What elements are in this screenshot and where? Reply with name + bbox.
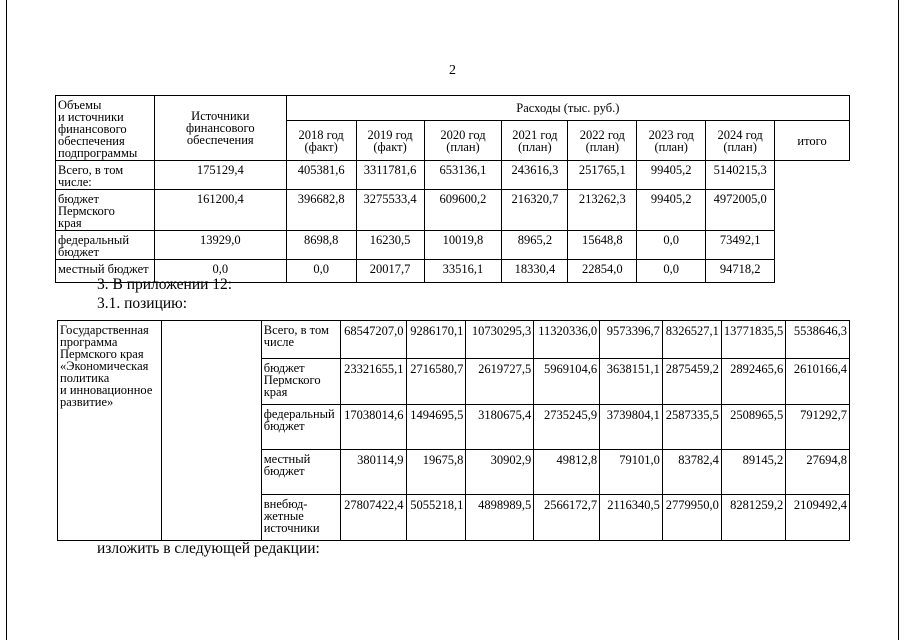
year-header: 2024 год (план) <box>706 121 775 161</box>
table-cell: 15648,8 <box>568 231 637 260</box>
row-label: бюджет Пермского края <box>261 359 340 405</box>
table-cell: 2109492,4 <box>786 495 850 541</box>
table-cell: 3638151,1 <box>600 359 663 405</box>
table-cell: 2735245,9 <box>534 405 600 450</box>
row-label: федеральный бюджет <box>56 231 155 260</box>
table-cell: 79101,0 <box>600 450 663 495</box>
paragraph-position: 3.1. позицию: <box>97 295 188 312</box>
table-cell: 405381,6 <box>286 161 356 190</box>
table-cell: 9286170,1 <box>406 321 466 359</box>
table-cell: 27807422,4 <box>340 495 406 541</box>
row-label: Всего, в том числе: <box>56 161 155 190</box>
table-cell: 2610166,4 <box>786 359 850 405</box>
table-cell: 83782,4 <box>662 450 721 495</box>
year-header: итого <box>775 121 850 161</box>
table-cell: 396682,8 <box>286 190 356 231</box>
year-header: 2023 год (план) <box>637 121 706 161</box>
table-cell: 5055218,1 <box>406 495 466 541</box>
table-cell: 791292,7 <box>786 405 850 450</box>
table-cell: 4898989,5 <box>466 495 534 541</box>
table-cell: 380114,9 <box>340 450 406 495</box>
table-cell: 243616,3 <box>502 161 568 190</box>
table-row <box>56 161 850 190</box>
table-cell: 2892465,6 <box>721 359 785 405</box>
table-cell: 0,0 <box>154 260 286 283</box>
table-cell: 2508965,5 <box>721 405 785 450</box>
program-name: Государственная программа Пермского края «Экономическая политика и инновационное развитие» <box>58 321 162 541</box>
table-cell: 1494695,5 <box>406 405 466 450</box>
table-cell: 8326527,1 <box>662 321 721 359</box>
table-cell: 20017,7 <box>356 260 424 283</box>
table-cell: 609600,2 <box>424 190 502 231</box>
page-number: 2 <box>449 63 456 78</box>
table-cell: 161200,4 <box>154 190 286 231</box>
table-cell: 18330,4 <box>502 260 568 283</box>
row-label: Всего, в том числе <box>261 321 340 359</box>
paragraph-appendix: 3. В приложении 12: <box>97 276 233 293</box>
table-cell: 4972005,0 <box>706 190 775 231</box>
expenses-header: Расходы (тыс. руб.) <box>286 96 849 121</box>
table-row <box>58 321 850 359</box>
year-header: 2019 год (факт) <box>356 121 424 161</box>
table-cell: 68547207,0 <box>340 321 406 359</box>
table-cell: 11320336,0 <box>534 321 600 359</box>
table-cell: 23321655,1 <box>340 359 406 405</box>
table-cell: 94718,2 <box>706 260 775 283</box>
table-cell: 2779950,0 <box>662 495 721 541</box>
table-cell: 653136,1 <box>424 161 502 190</box>
table-cell: 3275533,4 <box>356 190 424 231</box>
table-cell: 73492,1 <box>706 231 775 260</box>
table-cell: 13771835,5 <box>721 321 785 359</box>
table-cell: 5140215,3 <box>706 161 775 190</box>
table-cell: 2587335,5 <box>662 405 721 450</box>
table-cell: 99405,2 <box>637 161 706 190</box>
table-cell: 251765,1 <box>568 161 637 190</box>
table-cell: 213262,3 <box>568 190 637 231</box>
table-cell: 10019,8 <box>424 231 502 260</box>
empty-cell <box>162 321 261 541</box>
table-cell: 5538646,3 <box>786 321 850 359</box>
table-cell: 9573396,7 <box>600 321 663 359</box>
paragraph-edit: изложить в следующей редакции: <box>97 540 320 557</box>
table-cell: 89145,2 <box>721 450 785 495</box>
table-cell: 2116340,5 <box>600 495 663 541</box>
right-margin-line <box>898 0 899 640</box>
left-margin-line <box>6 0 7 640</box>
table-cell: 17038014,6 <box>340 405 406 450</box>
year-header: 2018 год (факт) <box>286 121 356 161</box>
table-cell: 2566172,7 <box>534 495 600 541</box>
table-cell: 0,0 <box>286 260 356 283</box>
year-header: 2022 год (план) <box>568 121 637 161</box>
table-row <box>56 190 850 231</box>
table-cell: 19675,8 <box>406 450 466 495</box>
table1-col0-header: Объемы и источники финансового обеспечения подпрограммы <box>56 96 155 161</box>
row-label: федеральный бюджет <box>261 405 340 450</box>
row-label: местный бюджет <box>261 450 340 495</box>
table-cell: 216320,7 <box>502 190 568 231</box>
table-cell: 30902,9 <box>466 450 534 495</box>
table-cell: 3311781,6 <box>356 161 424 190</box>
table-cell: 0,0 <box>637 231 706 260</box>
table-cell: 49812,8 <box>534 450 600 495</box>
table-row <box>56 231 850 260</box>
year-header: 2021 год (план) <box>502 121 568 161</box>
table-cell: 22854,0 <box>568 260 637 283</box>
row-label: местный бюджет <box>56 260 155 283</box>
table-cell: 99405,2 <box>637 190 706 231</box>
table-cell: 0,0 <box>637 260 706 283</box>
table-cell: 8965,2 <box>502 231 568 260</box>
table-cell: 33516,1 <box>424 260 502 283</box>
table-cell: 16230,5 <box>356 231 424 260</box>
table-cell: 2619727,5 <box>466 359 534 405</box>
table-cell: 5969104,6 <box>534 359 600 405</box>
program-funding-table <box>57 320 850 541</box>
table-cell: 2716580,7 <box>406 359 466 405</box>
table-cell: 3180675,4 <box>466 405 534 450</box>
row-label: внебюд- жетные источники <box>261 495 340 541</box>
table-cell: 8698,8 <box>286 231 356 260</box>
row-label: бюджет Пермского края <box>56 190 155 231</box>
table-cell: 27694,8 <box>786 450 850 495</box>
year-header: 2020 год (план) <box>424 121 502 161</box>
table1-col1-header: Источники финансового обеспечения <box>154 96 286 161</box>
table-cell: 13929,0 <box>154 231 286 260</box>
table-cell: 2875459,2 <box>662 359 721 405</box>
table-cell: 175129,4 <box>154 161 286 190</box>
subprogram-funding-table <box>55 95 850 283</box>
table-cell: 8281259,2 <box>721 495 785 541</box>
table-cell: 3739804,1 <box>600 405 663 450</box>
table-cell: 10730295,3 <box>466 321 534 359</box>
